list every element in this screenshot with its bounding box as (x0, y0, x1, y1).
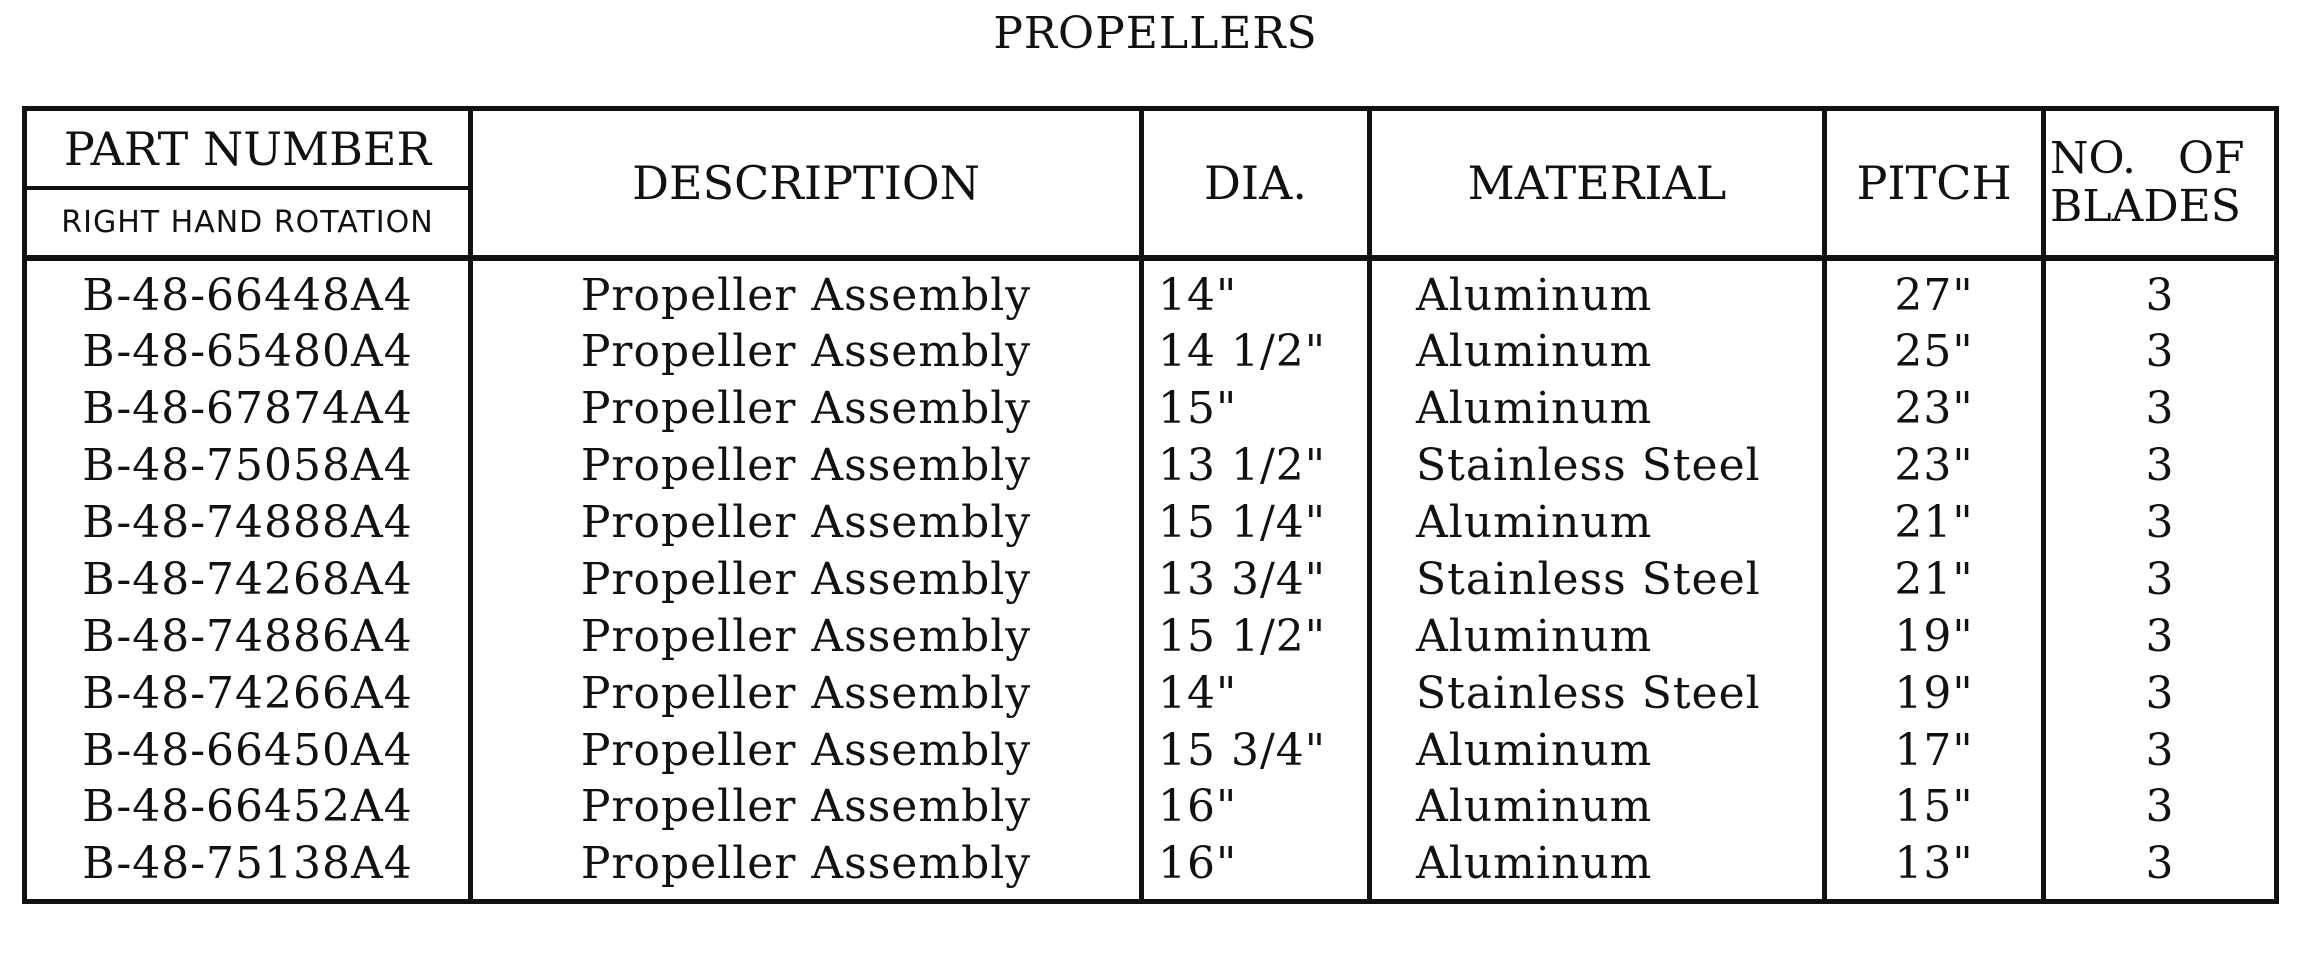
header-number-of-blades (2044, 109, 2277, 259)
description-cell: Propeller Assembly (471, 495, 1142, 552)
header-pitch: PITCH (1825, 109, 2044, 259)
diameter-cell: 14 1/2" (1142, 324, 1370, 381)
description-cell: Propeller Assembly (471, 722, 1142, 779)
blades-cell: 3 (2044, 552, 2277, 609)
diameter-cell: 15 1/2" (1142, 608, 1370, 665)
part-number-cell: B-48-74886A4 (25, 608, 471, 665)
material-cell: Aluminum (1370, 779, 1825, 836)
pitch-cell: 19" (1825, 665, 2044, 722)
description-cell: Propeller Assembly (471, 552, 1142, 609)
table-header (25, 109, 2277, 259)
blades-cell: 3 (2044, 438, 2277, 495)
material-cell: Aluminum (1370, 381, 1825, 438)
material-cell: Aluminum (1370, 258, 1825, 324)
table-row (25, 552, 2277, 609)
table-row (25, 836, 2277, 902)
table-body (25, 258, 2277, 902)
pitch-cell: 15" (1825, 779, 2044, 836)
table-row (25, 324, 2277, 381)
diameter-cell: 14" (1142, 665, 1370, 722)
diameter-cell: 13 1/2" (1142, 438, 1370, 495)
page-title: PROPELLERS (993, 8, 1318, 59)
part-number-cell: B-48-74266A4 (25, 665, 471, 722)
header-dia: DIA. (1142, 109, 1370, 259)
diameter-cell: 14" (1142, 258, 1370, 324)
blades-cell: 3 (2044, 258, 2277, 324)
material-cell: Aluminum (1370, 495, 1825, 552)
header-right-hand-rotation: RIGHT HAND ROTATION (25, 188, 471, 258)
header-description: DESCRIPTION (471, 109, 1142, 259)
description-cell: Propeller Assembly (471, 438, 1142, 495)
material-cell: Stainless Steel (1370, 438, 1825, 495)
pitch-cell: 13" (1825, 836, 2044, 902)
material-cell: Aluminum (1370, 836, 1825, 902)
blades-cell: 3 (2044, 381, 2277, 438)
part-number-cell: B-48-65480A4 (25, 324, 471, 381)
table-row (25, 665, 2277, 722)
diameter-cell: 16" (1142, 836, 1370, 902)
description-cell: Propeller Assembly (471, 324, 1142, 381)
diameter-cell: 15" (1142, 381, 1370, 438)
diameter-cell: 15 1/4" (1142, 495, 1370, 552)
part-number-cell: B-48-67874A4 (25, 381, 471, 438)
table-row (25, 722, 2277, 779)
table-row (25, 381, 2277, 438)
blades-cell: 3 (2044, 836, 2277, 902)
material-cell: Aluminum (1370, 608, 1825, 665)
propellers-table (22, 106, 2279, 904)
part-number-cell: B-48-75058A4 (25, 438, 471, 495)
part-number-cell: B-48-74888A4 (25, 495, 471, 552)
table-row (25, 495, 2277, 552)
blades-cell: 3 (2044, 324, 2277, 381)
part-number-cell: B-48-74268A4 (25, 552, 471, 609)
part-number-cell: B-48-66452A4 (25, 779, 471, 836)
header-part-number: PART NUMBER (25, 109, 471, 189)
diameter-cell: 13 3/4" (1142, 552, 1370, 609)
header-blades-line2: BLADES (2050, 181, 2241, 232)
diameter-cell: 16" (1142, 779, 1370, 836)
material-cell: Stainless Steel (1370, 552, 1825, 609)
table-row (25, 608, 2277, 665)
pitch-cell: 17" (1825, 722, 2044, 779)
material-cell: Aluminum (1370, 722, 1825, 779)
description-cell: Propeller Assembly (471, 665, 1142, 722)
table-row (25, 779, 2277, 836)
blades-cell: 3 (2044, 495, 2277, 552)
pitch-cell: 25" (1825, 324, 2044, 381)
table-row (25, 438, 2277, 495)
description-cell: Propeller Assembly (471, 381, 1142, 438)
description-cell: Propeller Assembly (471, 258, 1142, 324)
blades-cell: 3 (2044, 665, 2277, 722)
pitch-cell: 19" (1825, 608, 2044, 665)
pitch-cell: 23" (1825, 438, 2044, 495)
material-cell: Stainless Steel (1370, 665, 1825, 722)
description-cell: Propeller Assembly (471, 836, 1142, 902)
pitch-cell: 23" (1825, 381, 2044, 438)
description-cell: Propeller Assembly (471, 608, 1142, 665)
blades-cell: 3 (2044, 722, 2277, 779)
description-cell: Propeller Assembly (471, 779, 1142, 836)
header-material: MATERIAL (1370, 109, 1825, 259)
table-row (25, 258, 2277, 324)
pitch-cell: 21" (1825, 552, 2044, 609)
part-number-cell: B-48-66450A4 (25, 722, 471, 779)
blades-cell: 3 (2044, 779, 2277, 836)
part-number-cell: B-48-75138A4 (25, 836, 471, 902)
material-cell: Aluminum (1370, 324, 1825, 381)
header-blades-line1: NO. OF (2050, 133, 2245, 184)
diameter-cell: 15 3/4" (1142, 722, 1370, 779)
part-number-cell: B-48-66448A4 (25, 258, 471, 324)
pitch-cell: 27" (1825, 258, 2044, 324)
pitch-cell: 21" (1825, 495, 2044, 552)
blades-cell: 3 (2044, 608, 2277, 665)
